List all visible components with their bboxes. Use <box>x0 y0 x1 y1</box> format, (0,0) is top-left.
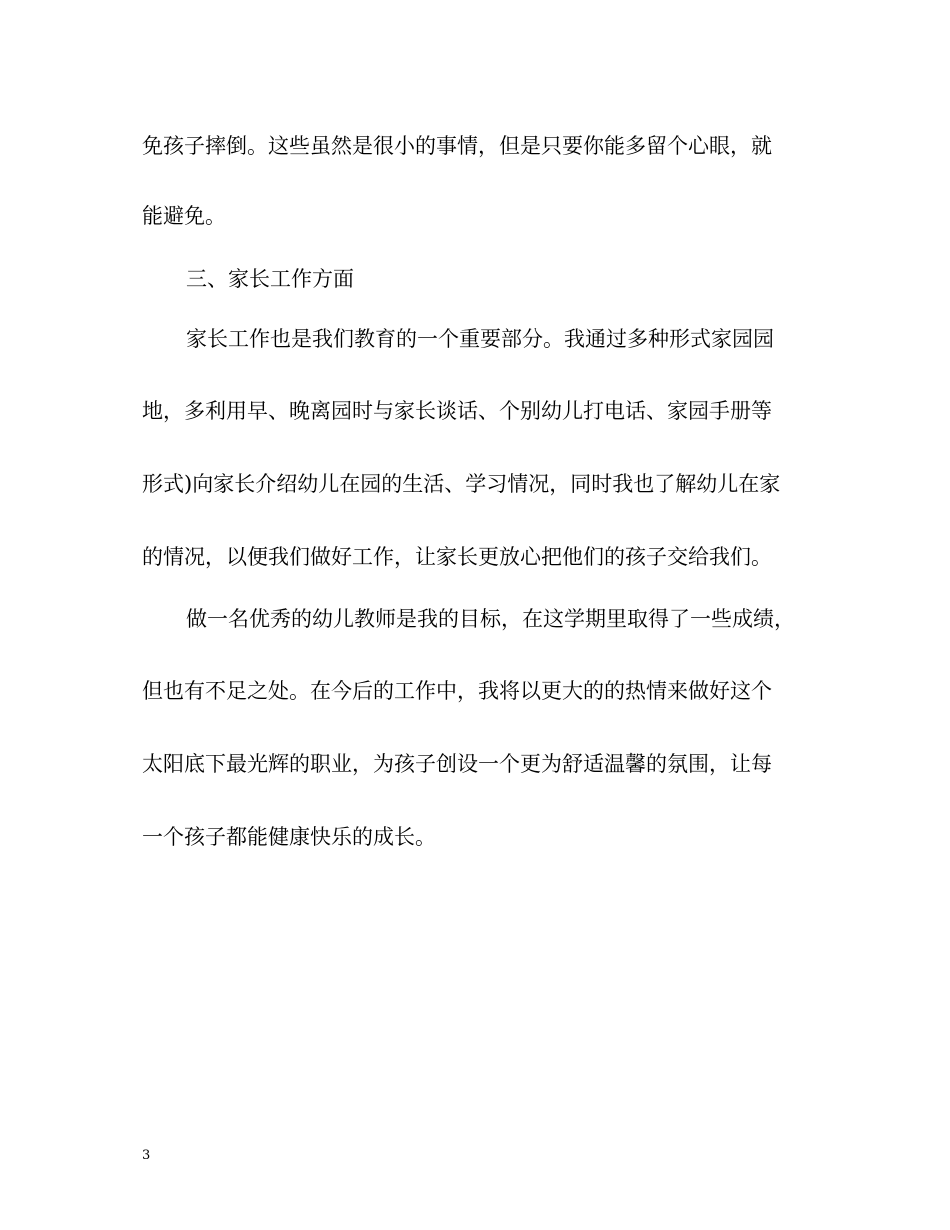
paragraph-line: 形式)向家长介绍幼儿在园的生活、学习情况，同时我也了解幼儿在家 <box>142 472 781 496</box>
section-heading: 三、家长工作方面 <box>186 267 354 291</box>
paragraph-line: 能避免。 <box>142 204 226 228</box>
page-number: 3 <box>142 1148 151 1163</box>
paragraph-line: 的情况，以便我们做好工作，让家长更放心把他们的孩子交给我们。 <box>142 545 772 569</box>
paragraph-line: 家长工作也是我们教育的一个重要部分。我通过多种形式家园园 <box>186 327 774 351</box>
paragraph-line: 做一名优秀的幼儿教师是我的目标，在这学期里取得了一些成绩， <box>186 607 795 631</box>
paragraph-line: 免孩子摔倒。这些虽然是很小的事情，但是只要你能多留个心眼，就 <box>142 134 772 158</box>
paragraph-line: 但也有不足之处。在今后的工作中，我将以更大的的热情来做好这个 <box>142 679 772 703</box>
paragraph-line: 地，多利用早、晚离园时与家长谈话、个别幼儿打电话、家园手册等 <box>142 399 772 423</box>
paragraph-line: 太阳底下最光辉的职业，为孩子创设一个更为舒适温馨的氛围，让每 <box>142 752 772 776</box>
paragraph-line: 一个孩子都能健康快乐的成长。 <box>142 825 436 849</box>
